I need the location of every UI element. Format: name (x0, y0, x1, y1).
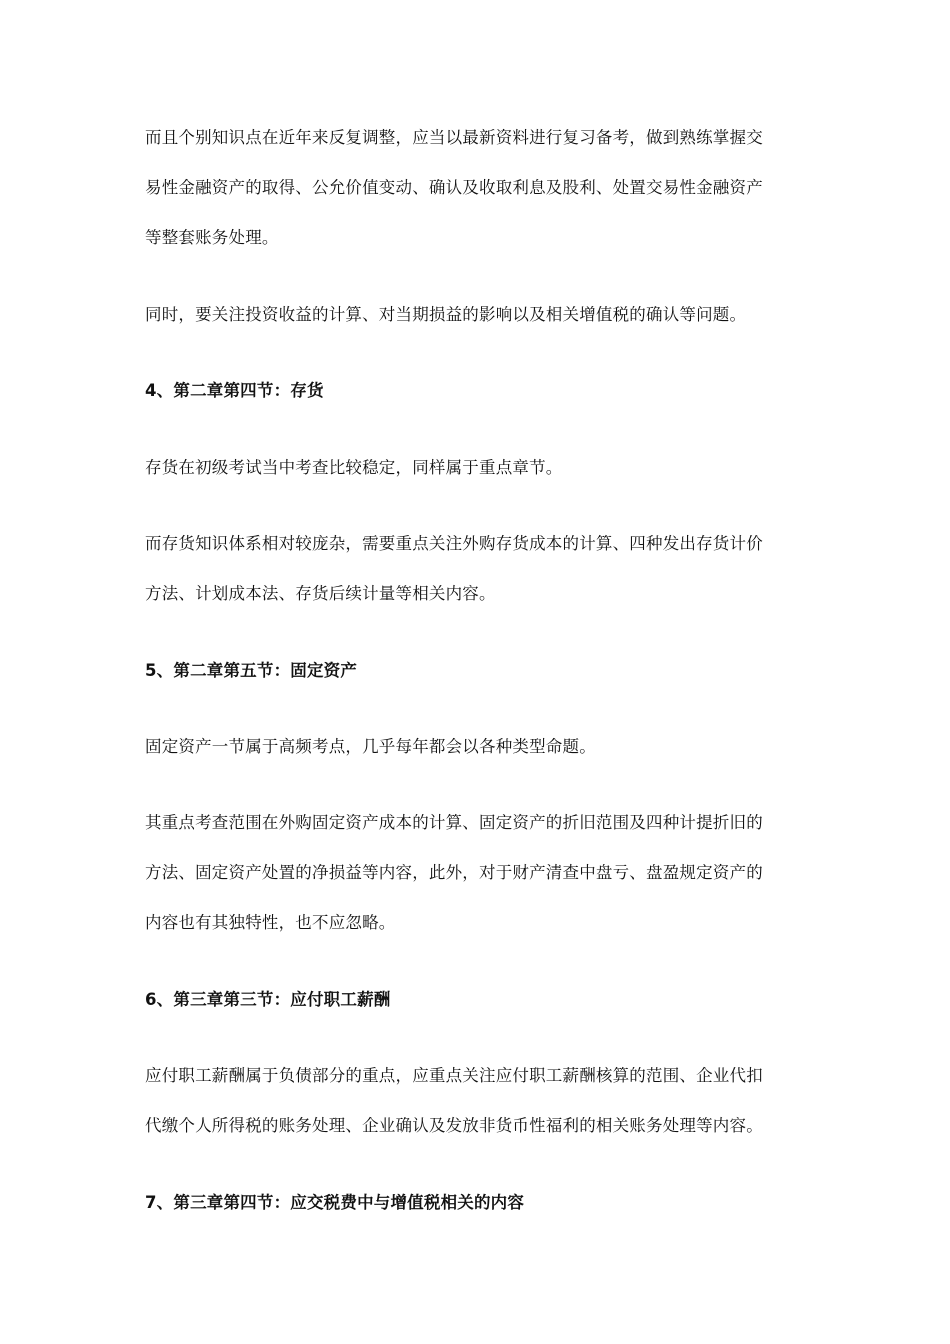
paragraph-line: 易性金融资产的取得、公允价值变动、确认及收取利息及股利、处置交易性金融资产 (145, 178, 763, 197)
paragraph-line: 而存货知识体系相对较庞杂，需要重点关注外购存货成本的计算、四种发出存货计价 (145, 534, 763, 553)
paragraph-line: 等整套账务处理。 (145, 228, 279, 247)
heading-text: 5、第二章第五节：固定资产 (145, 661, 358, 680)
section-heading-vat (145, 1178, 805, 1228)
heading-text: 6、第三章第三节：应付职工薪酬 (145, 990, 391, 1009)
heading-text: 7、第三章第四节：应交税费中与增值税相关的内容 (145, 1193, 525, 1212)
paragraph-line: 方法、固定资产处置的净损益等内容，此外，对于财产清查中盘亏、盘盈规定资产的 (145, 863, 763, 882)
paragraph-line: 固定资产一节属于高频考点，几乎每年都会以各种类型命题。 (145, 737, 596, 756)
paragraph-inventory-intro (145, 443, 805, 493)
paragraph-line: 代缴个人所得税的账务处理、企业确认及发放非货币性福利的相关账务处理等内容。 (145, 1116, 763, 1135)
paragraph-fixed-assets-intro (145, 722, 805, 772)
paragraph-line: 其重点考查范围在外购固定资产成本的计算、固定资产的折旧范围及四种计提折旧的 (145, 813, 763, 832)
paragraph-fixed-assets-detail (145, 798, 805, 948)
heading-text: 4、第二章第四节：存货 (145, 381, 324, 400)
section-heading-inventory (145, 366, 805, 416)
section-heading-fixed-assets (145, 646, 805, 696)
section-heading-payroll (145, 975, 805, 1025)
paragraph-inventory-detail (145, 519, 805, 619)
paragraph-payroll-detail (145, 1051, 805, 1151)
paragraph-line: 方法、计划成本法、存货后续计量等相关内容。 (145, 584, 496, 603)
paragraph-line: 而且个别知识点在近年来反复调整，应当以最新资料进行复习备考，做到熟练掌握交 (145, 128, 763, 147)
paragraph-investment-income (145, 290, 805, 340)
paragraph-trading-financial-assets (145, 113, 805, 263)
paragraph-line: 同时，要关注投资收益的计算、对当期损益的影响以及相关增值税的确认等问题。 (145, 305, 747, 324)
paragraph-line: 内容也有其独特性，也不应忽略。 (145, 913, 396, 932)
paragraph-line: 存货在初级考试当中考查比较稳定，同样属于重点章节。 (145, 458, 563, 477)
paragraph-line: 应付职工薪酬属于负债部分的重点，应重点关注应付职工薪酬核算的范围、企业代扣 (145, 1066, 763, 1085)
